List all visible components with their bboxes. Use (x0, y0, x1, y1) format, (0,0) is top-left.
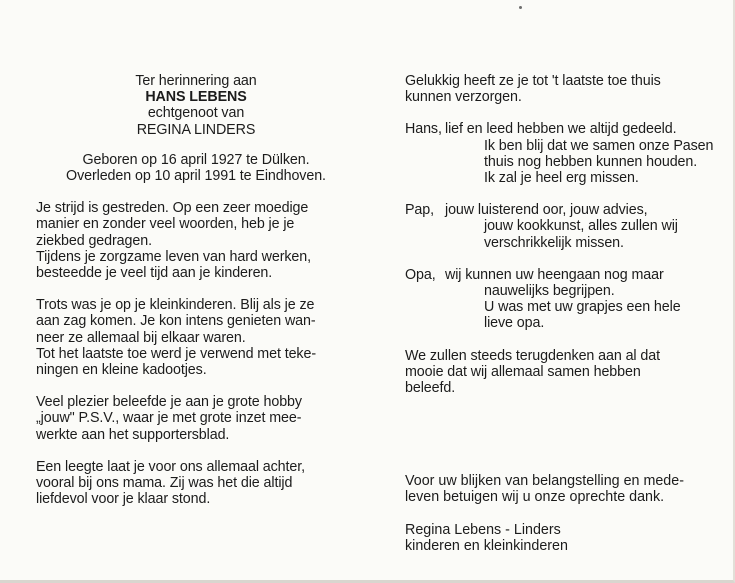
text-line: jouw kookkunst, alles zullen wij (484, 218, 678, 235)
text-line: besteedde je veel tijd aan je kinderen. (36, 265, 273, 282)
intro-text: Ter herinnering aan (135, 73, 257, 89)
text-line: Ik ben blij dat we samen onze Pasen (484, 137, 714, 154)
text-line: Tijdens je zorgzame leven van hard werken, (36, 248, 311, 265)
deceased-name: HANS LEBENS (145, 89, 247, 106)
left-column (36, 73, 356, 507)
text-line: kunnen verzorgen. (405, 89, 522, 106)
text-line: manier en zonder veel woorden, heb je je (36, 216, 295, 233)
thanks-paragraph (405, 473, 705, 505)
print-mark-dot (519, 6, 522, 9)
text-line: vooral bij ons mama. Zij was het die altijd (36, 475, 293, 492)
entry-hans (405, 121, 714, 187)
spouse-name: REGINA LINDERS (136, 121, 256, 138)
text-line: „jouw" P.S.V., waar je met grote inzet mee- (36, 410, 302, 427)
text-line: Tot het laatste toe werd je verwend met teke- (36, 345, 316, 362)
text-line: Voor uw blijken van belangstelling en mede- (405, 473, 684, 489)
entry-text (445, 202, 705, 251)
signature-name: Regina Lebens - Linders (405, 522, 561, 538)
text-line: ziekbed gedragen. (36, 232, 152, 249)
opening-paragraph (405, 73, 705, 105)
text-line: thuis nog hebben kunnen houden. (484, 153, 698, 170)
text-line: lieve opa. (484, 315, 545, 332)
text-line: nauwelijks begrijpen. (484, 283, 615, 300)
entry-name: Pap, (405, 202, 435, 219)
life-dates (36, 152, 356, 184)
relation-text: echtgenoot van (147, 105, 245, 122)
text-line: jouw luisterend oor, jouw advies, (445, 202, 648, 219)
signature-family: kinderen en kleinkinderen (405, 538, 568, 555)
paragraph-1 (36, 200, 356, 281)
text-line: leven betuigen wij u onze oprechte dank. (405, 489, 665, 506)
text-line: Veel plezier beleefde je aan je grote hobby (36, 394, 302, 411)
right-column (405, 73, 714, 397)
text-line: Een leegte laat je voor ons allemaal achter, (36, 458, 306, 475)
text-line: liefdevol voor je klaar stond. (36, 491, 211, 508)
death-line: Overleden op 10 april 1991 te Eindhoven. (66, 168, 326, 185)
text-line: aan zag komen. Je kon intens genieten wan- (36, 313, 316, 330)
entry-name: Hans, (405, 121, 442, 138)
entry-text (445, 121, 713, 186)
entry-pap (405, 202, 705, 251)
text-line: beleefd. (405, 380, 456, 397)
text-line: Trots was je op je kleinkinderen. Blij als je ze (36, 297, 315, 314)
text-line: wij kunnen uw heengaan nog maar (445, 266, 664, 283)
entry-opa (405, 267, 705, 332)
closing-paragraph (405, 348, 705, 397)
entry-text (445, 267, 705, 332)
text-line: werkte aan het supportersblad. (36, 426, 230, 443)
paragraph-3 (36, 394, 356, 443)
birth-line: Geboren op 16 april 1927 te Dülken. (82, 151, 310, 168)
text-line: ningen en kleine kadootjes. (36, 362, 207, 379)
text-line: mooie dat wij allemaal samen hebben (405, 363, 641, 380)
signature-block (405, 522, 705, 554)
text-line: Je strijd is gestreden. Op een zeer moedige (36, 200, 309, 217)
text-line: Gelukkig heeft ze je tot 't laatste toe thuis (405, 73, 661, 89)
text-line: U was met uw grapjes een hele (484, 299, 681, 316)
entry-name: Opa, (405, 266, 436, 283)
title-block (36, 73, 356, 184)
text-line: Ik zal je heel erg missen. (484, 170, 639, 187)
text-line: neer ze allemaal bij elkaar waren. (36, 329, 246, 346)
text-line: We zullen steeds terugdenken aan al dat (405, 347, 660, 364)
paragraph-4 (36, 459, 356, 508)
text-line: lief en leed hebben we altijd gedeeld. (445, 121, 677, 138)
text-line: verschrikkelijk missen. (484, 234, 624, 251)
paragraph-2 (36, 297, 356, 378)
